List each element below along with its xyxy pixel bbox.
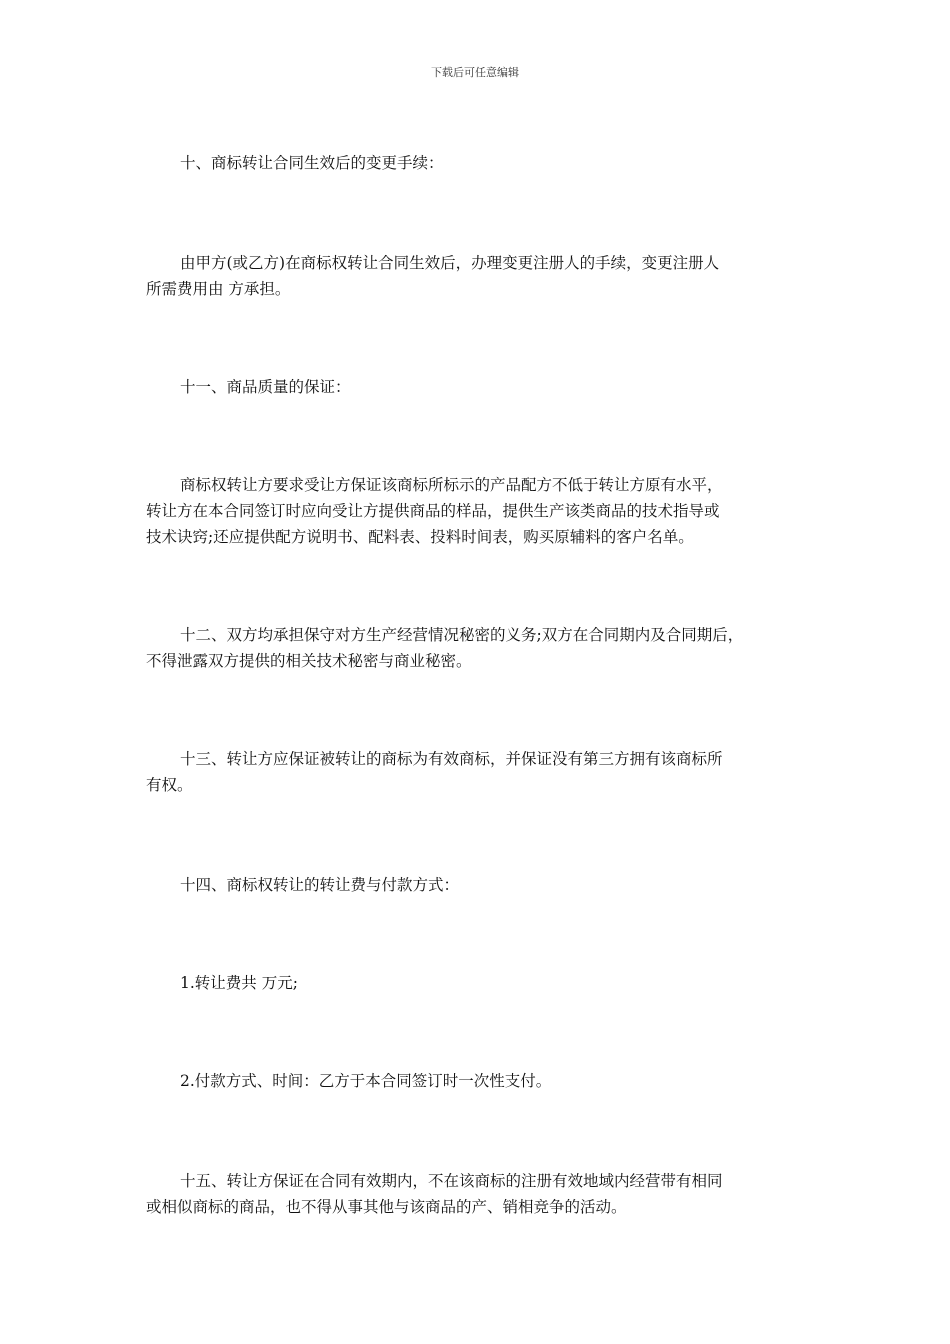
text-line: 2.付款方式、时间：乙方于本合同签订时一次性支付。	[180, 1072, 552, 1090]
paragraph-section-14-item-1	[146, 970, 810, 996]
paragraph-section-15	[146, 1168, 810, 1220]
paragraph-section-13	[146, 746, 810, 798]
paragraph-section-10-title	[146, 150, 810, 176]
text-line: 所需费用由 方承担。	[146, 280, 291, 298]
paragraph-section-14-title	[146, 872, 810, 898]
text-line: 或相似商标的商品，也不得从事其他与该商品的产、销相竞争的活动。	[146, 1198, 627, 1216]
text-line: 技术诀窍;还应提供配方说明书、配料表、投料时间表，购买原辅料的客户名单。	[146, 528, 694, 546]
text-line: 商标权转让方要求受让方保证该商标所标示的产品配方不低于转让方原有水平，	[180, 476, 723, 494]
text-line: 十二、双方均承担保守对方生产经营情况秘密的义务;双方在合同期内及合同期后，	[180, 626, 744, 644]
text-line: 十五、转让方保证在合同有效期内，不在该商标的注册有效地域内经营带有相同	[180, 1172, 723, 1190]
page-header: 下载后可任意编辑	[431, 66, 519, 79]
paragraph-section-10-body	[146, 250, 810, 302]
text-line: 十四、商标权转让的转让费与付款方式：	[180, 876, 460, 894]
text-line: 由甲方(或乙方)在商标权转让合同生效后，办理变更注册人的手续，变更注册人	[180, 254, 720, 272]
text-line: 1.转让费共 万元;	[180, 974, 298, 992]
text-line: 十三、转让方应保证被转让的商标为有效商标，并保证没有第三方拥有该商标所	[180, 750, 723, 768]
paragraph-section-14-item-2	[146, 1068, 810, 1094]
text-line: 不得泄露双方提供的相关技术秘密与商业秘密。	[146, 652, 472, 670]
paragraph-section-11-body	[146, 472, 810, 550]
paragraph-section-11-title	[146, 374, 810, 400]
text-line: 十一、商品质量的保证：	[180, 378, 351, 396]
text-line: 转让方在本合同签订时应向受让方提供商品的样品，提供生产该类商品的技术指导或	[146, 502, 720, 520]
paragraph-section-12	[146, 622, 810, 674]
text-line: 有权。	[146, 776, 193, 794]
text-line: 十、商标转让合同生效后的变更手续：	[180, 154, 444, 172]
